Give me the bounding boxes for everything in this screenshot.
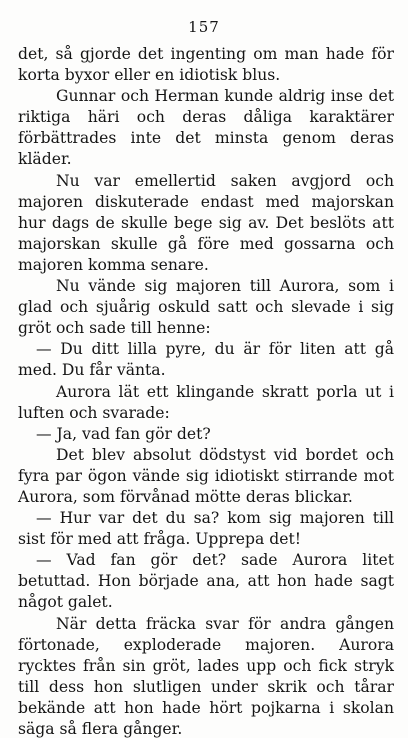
dialogue-line: — Du ditt lilla pyre, du är för liten att gå med. Du får vänta. (18, 340, 394, 380)
dialogue-line: — Vad fan gör det? sade Aurora litet betuttad. Hon började ana, att hon hade sagt något galet. (18, 551, 394, 612)
dialogue-line: — Ja, vad fan gör det? (36, 424, 211, 443)
paragraph: Gunnar och Herman kunde aldrig inse det riktiga häri och deras dåliga karaktärer förbättrades inte det minsta genom deras kläder. (18, 87, 394, 169)
paragraph: Aurora lät ett klingande skratt porla ut i luften och svarade: (18, 382, 394, 422)
paragraph: Nu var emellertid saken avgjord och majoren diskuterade endast med majorskan hur dags de skulle bege sig av. Det beslöts att majorskan skulle gå före med gossarna och majoren komma senare. (18, 171, 394, 274)
paragraph: Nu vände sig majoren till Aurora, som i glad och sjuårig oskuld satt och slevade i sig gröt och sade till henne: (18, 277, 394, 338)
dialogue-line: — Hur var det du sa? kom sig majoren till sist för med att fråga. Upprepa det! (18, 509, 394, 549)
paragraph: Det blev absolut dödstyst vid bordet och fyra par ögon vände sig idiotiskt stirrande mot Aurora, som förvånad mötte deras blickar. (18, 445, 394, 506)
page-number: 157 (188, 18, 220, 36)
paragraph: det, så gjorde det ingenting om man hade för korta byxor eller en idiotisk blus. (18, 45, 394, 85)
paragraph: När detta fräcka svar för andra gången förtonade, exploderade majoren. Aurora rycktes från sin gröt, lades upp och fick stryk till dess hon slutligen under skrik och tårar bekände att hon hade hört pojkarna i skolan säga så flera gånger. (18, 614, 394, 738)
body-text (18, 44, 394, 740)
